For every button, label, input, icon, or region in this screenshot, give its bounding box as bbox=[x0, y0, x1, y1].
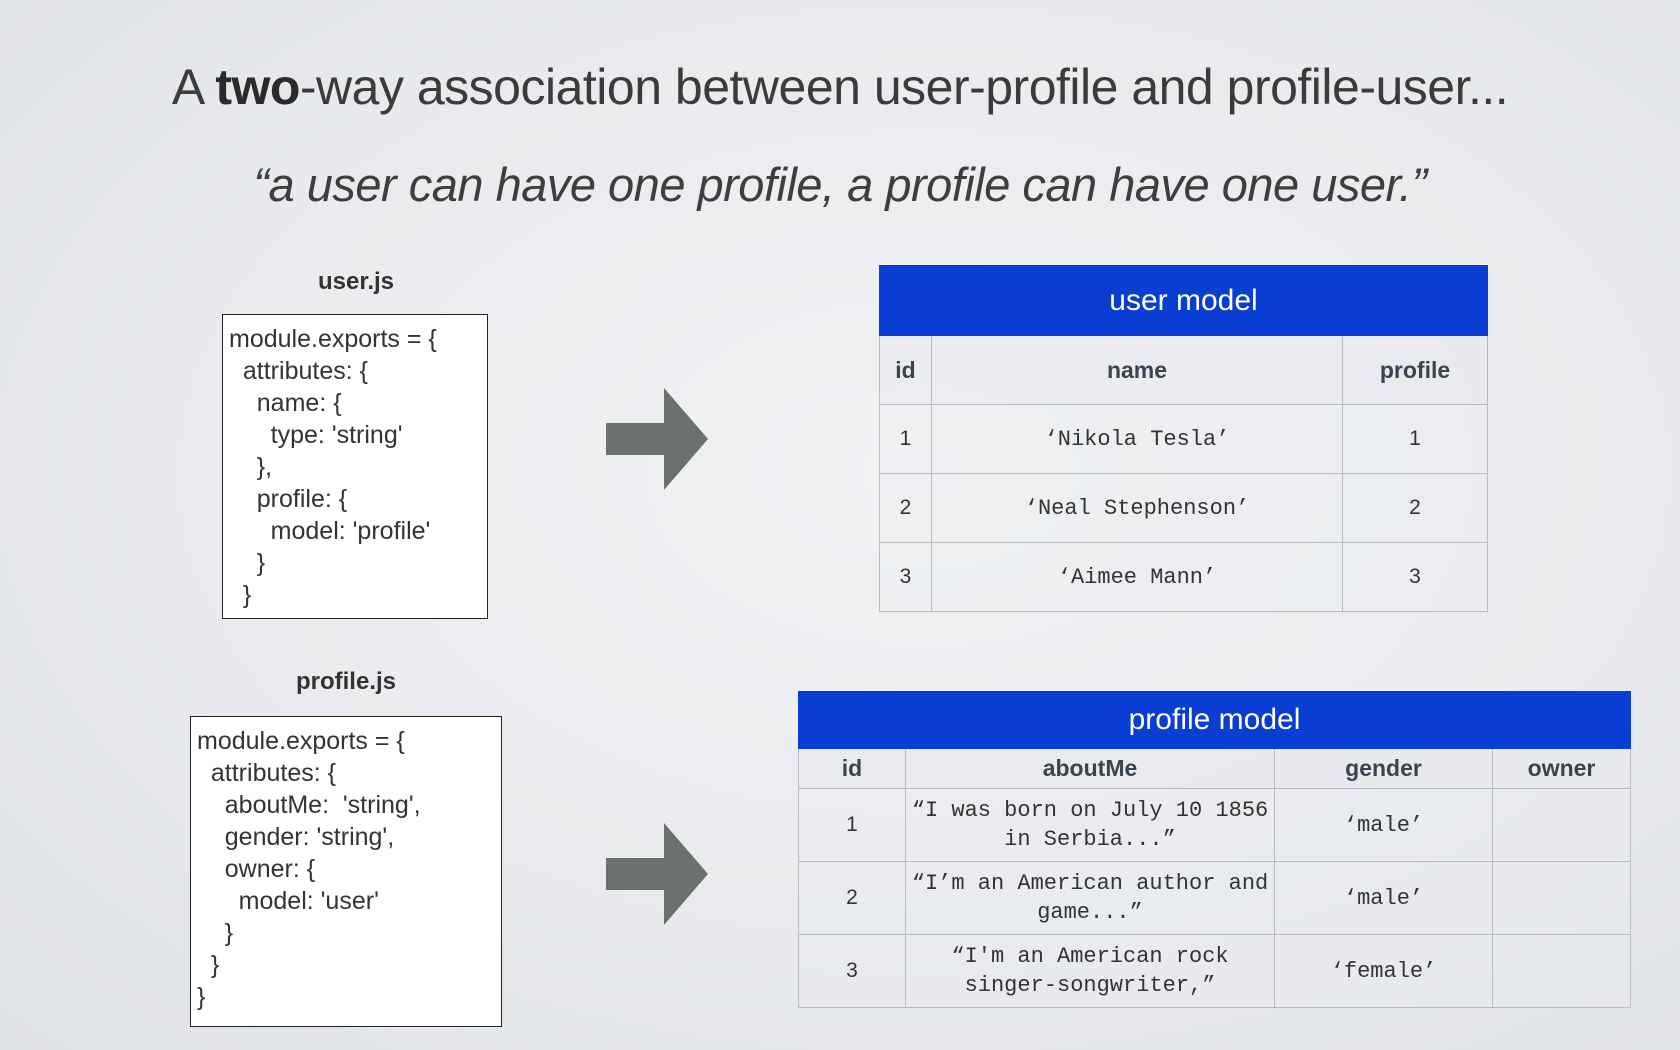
code-line: }, bbox=[229, 453, 273, 481]
profile-model-table bbox=[798, 691, 1631, 1008]
column-header-name: name bbox=[932, 336, 1343, 405]
code-line: module.exports = { bbox=[229, 325, 437, 353]
user-model-caption: user model bbox=[880, 266, 1488, 336]
profile-js-label: profile.js bbox=[295, 668, 397, 695]
code-line: } bbox=[197, 983, 206, 1011]
table-cell-id: 1 bbox=[799, 789, 906, 862]
user-js-label: user.js bbox=[317, 268, 395, 295]
table-cell-aboutme: “I'm an American rock singer-songwriter,” bbox=[906, 935, 1275, 1008]
title-emphasis: two bbox=[215, 59, 300, 115]
code-line: model: 'profile' bbox=[229, 517, 431, 545]
code-line: attributes: { bbox=[197, 759, 336, 787]
code-line: name: { bbox=[229, 389, 342, 417]
table-cell-name: ‘Aimee Mann’ bbox=[932, 543, 1343, 612]
table-row bbox=[880, 474, 1488, 543]
code-line: } bbox=[197, 919, 234, 947]
table-cell-id: 1 bbox=[880, 405, 932, 474]
table-cell-profile: 1 bbox=[1343, 405, 1488, 474]
code-line: } bbox=[229, 581, 252, 609]
table-cell-owner bbox=[1493, 862, 1631, 935]
table-cell-id: 3 bbox=[799, 935, 906, 1008]
table-row bbox=[880, 405, 1488, 474]
code-line: gender: 'string', bbox=[197, 823, 395, 851]
table-row bbox=[799, 862, 1631, 935]
subtitle-quote: “a user can have one profile, a profile can have one user.” bbox=[253, 158, 1427, 211]
table-cell-gender: ‘male’ bbox=[1275, 789, 1493, 862]
column-header-id: id bbox=[799, 749, 906, 789]
table-cell-id: 2 bbox=[880, 474, 932, 543]
code-line: type: 'string' bbox=[229, 421, 403, 449]
slide-title bbox=[0, 58, 1680, 116]
code-line: } bbox=[197, 951, 220, 979]
column-header-aboutme: aboutMe bbox=[906, 749, 1275, 789]
user-model-table bbox=[879, 265, 1488, 612]
code-line: attributes: { bbox=[229, 357, 368, 385]
column-header-id: id bbox=[880, 336, 932, 405]
table-cell-gender: ‘male’ bbox=[1275, 862, 1493, 935]
column-header-profile: profile bbox=[1343, 336, 1488, 405]
code-line: model: 'user' bbox=[197, 887, 379, 915]
table-cell-profile: 2 bbox=[1343, 474, 1488, 543]
title-prefix: A bbox=[171, 59, 216, 115]
table-row bbox=[880, 543, 1488, 612]
user-js-code-box bbox=[222, 314, 488, 619]
profile-model-caption: profile model bbox=[799, 692, 1631, 749]
table-cell-id: 2 bbox=[799, 862, 906, 935]
table-cell-name: ‘Nikola Tesla’ bbox=[932, 405, 1343, 474]
code-line: module.exports = { bbox=[197, 727, 405, 755]
table-cell-aboutme: “I was born on July 10 1856 in Serbia...” bbox=[906, 789, 1275, 862]
profile-js-code-box bbox=[190, 716, 502, 1027]
table-row bbox=[799, 935, 1631, 1008]
table-cell-aboutme: “I’m an American author and game...” bbox=[906, 862, 1275, 935]
table-row bbox=[799, 789, 1631, 862]
table-cell-name: ‘Neal Stephenson’ bbox=[932, 474, 1343, 543]
table-cell-id: 3 bbox=[880, 543, 932, 612]
title-suffix: -way association between user-profile and profile-user... bbox=[299, 59, 1509, 115]
code-line: aboutMe: 'string', bbox=[197, 791, 421, 819]
table-cell-profile: 3 bbox=[1343, 543, 1488, 612]
right-arrow-icon bbox=[606, 388, 710, 490]
right-arrow-icon bbox=[606, 823, 710, 925]
column-header-gender: gender bbox=[1275, 749, 1493, 789]
table-cell-owner bbox=[1493, 789, 1631, 862]
code-line: profile: { bbox=[229, 485, 348, 513]
column-header-owner: owner bbox=[1493, 749, 1631, 789]
table-cell-owner bbox=[1493, 935, 1631, 1008]
code-line: owner: { bbox=[197, 855, 316, 883]
code-line: } bbox=[229, 549, 266, 577]
table-cell-gender: ‘female’ bbox=[1275, 935, 1493, 1008]
